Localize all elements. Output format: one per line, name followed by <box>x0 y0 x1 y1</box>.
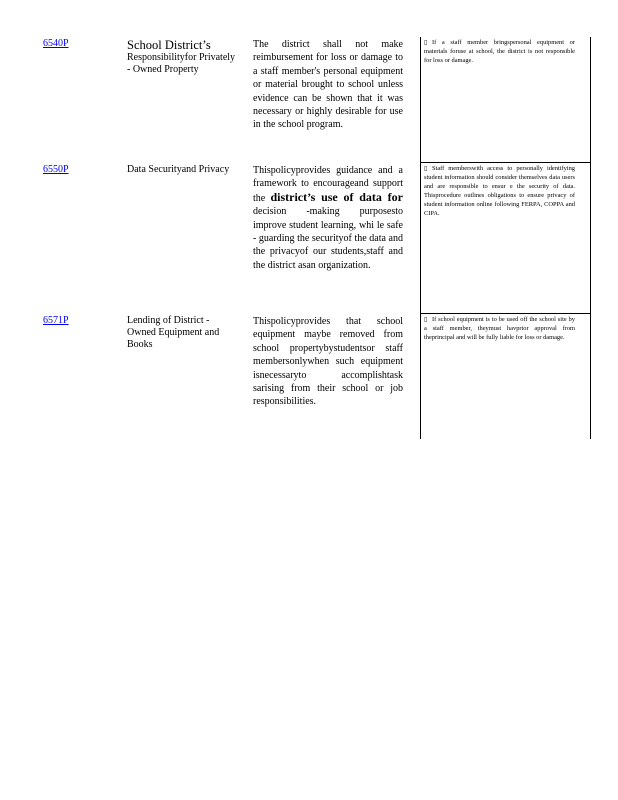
checkbox-bullet-icon: ▯ <box>424 316 428 323</box>
policy-title-text: Responsibilityfor Privately - Owned Property <box>127 52 236 75</box>
policy-title-text: Data Securityand Privacy <box>127 164 230 175</box>
procedure-text: Staff memberswith access to personally identifying student information should consider themselves data users and are responsible to ensur e the security of data. Thisprocedure outlines obligations to ensure privacy of student information online following FERPA, COPPA and CIPA. <box>424 165 575 217</box>
procedure-text: If school equipment is to be used off the school site by a staff member, theymust havprior approval from theprincipal and will be fully liable for loss or damage. <box>424 316 575 341</box>
policy-code-link[interactable]: 6550P <box>43 164 69 175</box>
policy-title-text: Lending of District - Owned Equipment and Books <box>127 315 220 350</box>
checkbox-bullet-icon: ▯ <box>424 165 428 172</box>
policy-description-part: Thispolicyprovides guidance and a framework to encourageand support the <box>253 165 403 204</box>
policy-description-emphasis: district’s use of data for <box>270 189 403 204</box>
policy-description <box>253 164 403 272</box>
procedure-note <box>424 164 575 218</box>
policy-code-link[interactable]: 6540P <box>43 38 69 49</box>
policy-code-link[interactable]: 6571P <box>43 315 69 326</box>
policy-title-cell <box>127 38 239 76</box>
checkbox-bullet-icon: ▯ <box>424 39 428 46</box>
policy-description: The district shall not make reimbursement for loss or damage to a staff member's personal equipment or material brought to school unless evidence can be shown that it was necessary or highly desirable for use in the school program. <box>253 39 403 131</box>
policy-code-cell <box>43 315 113 327</box>
procedure-text: If a staff member bringspersonal equipment or materials foruse at school, the district is not responsible for loss or damage. <box>424 39 575 64</box>
procedure-note <box>424 315 575 342</box>
policy-title-cell <box>127 315 239 351</box>
policy-code-cell <box>43 38 113 50</box>
policy-code-cell <box>43 164 113 176</box>
column-divider-right <box>590 37 591 439</box>
policy-description: Thispolicyprovides that school equipment maybe removed from school propertybystudentsor staff membersonlywhen such equipment isnecessaryto accomplishtask sarising from their school or job responsibilities. <box>253 316 403 408</box>
policy-description-part: decision -making purposesto improve student learning, whi le safe - guarding the securityof the data and the privacyof our students,staff and the district asan organization. <box>253 206 403 271</box>
procedure-note <box>424 38 575 65</box>
column-divider-left <box>420 37 421 439</box>
policy-title-cell <box>127 164 239 176</box>
policy-title-heading: School District’s <box>127 38 211 52</box>
row-divider <box>420 162 591 163</box>
row-divider <box>420 313 591 314</box>
